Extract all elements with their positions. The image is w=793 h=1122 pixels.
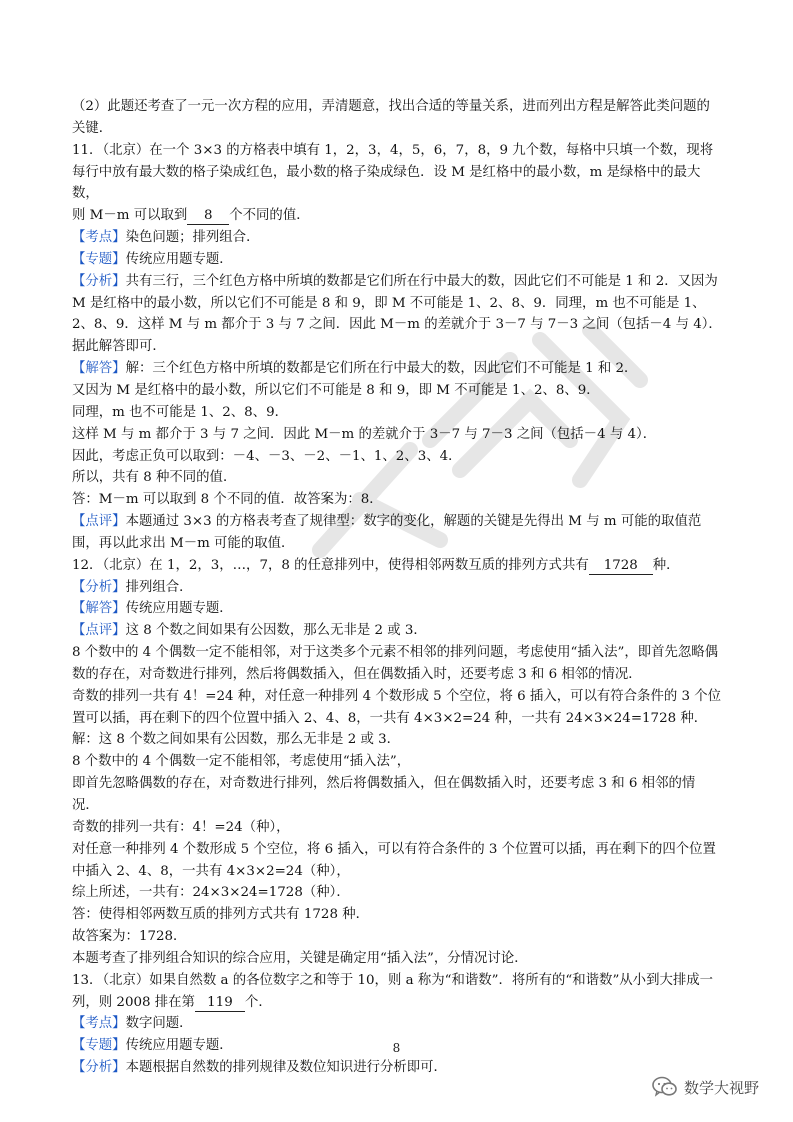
question-12 [72, 555, 722, 577]
text-line: （2）此题还考查了一元一次方程的应用，弄清题意，找出合适的等量关系，进而列出方程是解答此类问题的关键． [72, 99, 710, 136]
fenxi-line [72, 620, 722, 642]
text-fragment: 种． [652, 557, 680, 573]
fenxi-tag: 【分析】 [72, 273, 126, 289]
text-fragment: 则 M－m 可以取到 [72, 208, 188, 224]
fenxi-tag: 【分析】 [72, 1060, 126, 1076]
dianping-text: 本题通过 3×3 的方格表考查了规律型：数字的变化，解题的关键是先得出 M 与 m 可能的取值范围，再以此求出 M－m 可能的取值． [72, 514, 702, 551]
text-line: 8 个数中的 4 个偶数一定不能相邻，考虑使用“插入法”， [72, 754, 411, 770]
text-line: 所以，共有 8 种不同的值． [72, 470, 237, 486]
text-line: 8 个数中的 4 个偶数一定不能相邻，对于这类多个元素不相邻的排列问题，考虑使用“插入法”，即首先忽略偶数的存在，对奇数进行排列，然后将偶数插入，但在偶数插入时，还要考虑 3 和 6 相邻的情况． [72, 645, 719, 682]
jieda-line [72, 358, 722, 380]
zhuanti-line [72, 249, 722, 271]
text-line: 奇数的排列一共有：4！=24（种）， [72, 819, 290, 835]
text-line: 答：使得相邻两数互质的排列方式共有 1728 种． [72, 907, 370, 923]
text-line: 这样 M 与 m 都介于 3 与 7 之间．因此 M－m 的差就介于 3－7 与 7－3 之间（包括－4 与 4）． [72, 426, 657, 442]
kaodian-tag: 【考点】 [72, 230, 126, 246]
zhuanti-tag: 【解答】 [72, 601, 126, 617]
kaodian-line [72, 227, 722, 249]
text-line: 对任意一种排列 4 个数形成 5 个空位，将 6 插入，可以有符合条件的 3 个位置可以插，再在剩下的四个位置中插入 2、4、8，一共有 4×3×2=24（种）， [72, 841, 716, 879]
document-body [72, 96, 722, 1079]
zhuanti-tag: 【专题】 [72, 1038, 126, 1054]
question-11: 11．（北京）在一个 3×3 的方格表中填有 1，2，3，4，5，6，7，8，9 九个数，每格中只填一个数，现将每行中放有最大数的格子染成红色，最小数的格子染成绿色．设 M 是红格中的最小数，m 是绿格中的最大数， [72, 142, 714, 202]
jieda-tag: 【解答】 [72, 361, 126, 377]
question-13 [72, 970, 722, 1014]
jieda-text: 解：三个红色方格中所填的数都是它们所在行中最大的数，因此它们不可能是 1 和 2． [125, 361, 638, 377]
kaodian-text: 染色问题；排列组合． [125, 230, 260, 246]
zhuanti-text: 传统应用题专题． [125, 601, 233, 617]
answer-blank: 8 [187, 207, 229, 225]
zhuanti-line [72, 598, 722, 620]
kaodian-text: 排列组合． [125, 579, 193, 595]
jieda-text: 解：这 8 个数之间如果有公因数，那么无非是 2 或 3． [72, 732, 401, 748]
text-fragment: 13．（北京）如果自然数 a 的各位数字之和等于 10，则 a 称为“和谐数”．将所有的“和谐数”从小到大排成一列，则 2008 排在第 [72, 972, 714, 1010]
text-line: 答：M－m 可以取到 8 个不同的值．故答案为：8． [72, 492, 383, 508]
kaodian-line [72, 1013, 722, 1035]
kaodian-tag: 【分析】 [72, 579, 126, 595]
zhuanti-tag: 【专题】 [72, 251, 126, 267]
text-fragment: 个不同的值． [229, 208, 310, 224]
text-line: 综上所述，一共有：24×3×24=1728（种）． [72, 885, 350, 901]
fenxi-tag: 【点评】 [72, 623, 126, 639]
fenxi-paragraph [72, 271, 722, 358]
dianping-tag: 【点评】 [72, 514, 126, 530]
kaodian-text: 数字问题． [125, 1016, 193, 1032]
zhuanti-text: 传统应用题专题． [125, 1038, 233, 1054]
text-line: 又因为 M 是红格中的最小数，所以它们不可能是 8 和 9，即 M 不可能是 1、2、8、9． [72, 382, 600, 398]
fenxi-text: 共有三行，三个红色方格中所填的数都是它们所在行中最大的数，因此它们不可能是 1 和 2．又因为 M 是红格中的最小数，所以它们不可能是 8 和 9，即 M 不可能是 1、2、8、9．同理，m 也不可能是 1、2、8、9．这样 M 与 m 都介于 3 与 7 之间．因此 M－m 的差就介于 3－7 与 7－3 之间（包括－4 与 4）．据此解答即可． [72, 273, 722, 355]
question-11-answer-line [72, 205, 722, 227]
zhuanti-text: 传统应用题专题． [125, 251, 233, 267]
kaodian-line [72, 577, 722, 599]
text-line: 奇数的排列一共有 4！=24 种，对任意一种排列 4 个数形成 5 个空位，将 6 插入，可以有符合条件的 3 个位置可以插，再在剩下的四个位置中插入 2、4、8，一共有 4×3×2=24 种，一共有 24×3×24=1728 种． [72, 688, 722, 726]
answer-blank: 1728 [589, 557, 653, 575]
answer-blank: 119 [195, 994, 245, 1012]
text-line: 因此，考虑正负可以取到：－4、－3、－2、－1、1、2、3、4． [72, 448, 462, 464]
fenxi-line [72, 1057, 722, 1079]
text-fragment: 个． [244, 994, 272, 1010]
jieda-line [72, 729, 722, 751]
page-number: 8 [392, 1041, 401, 1055]
brand-name: 数学大视野 [684, 1078, 760, 1097]
text-line: 故答案为：1728． [72, 929, 187, 945]
fenxi-text: 本题根据自然数的排列规律及数位知识进行分析即可． [125, 1060, 447, 1076]
dianping-text: 本题考查了排列组合知识的综合应用，关键是确定用“插入法”，分情况讨论． [72, 950, 528, 966]
brand-watermark [652, 1074, 759, 1100]
wechat-icon [652, 1076, 678, 1098]
text-line: 同理，m 也不可能是 1、2、8、9． [72, 404, 288, 420]
text-fragment: 12．（北京）在 1，2，3，…，7，8 的任意排列中，使得相邻两数互质的排列方式共有 [72, 557, 589, 573]
kaodian-tag: 【考点】 [72, 1016, 126, 1032]
dianping-paragraph [72, 511, 722, 555]
text-line: 即首先忽略偶数的存在，对奇数进行排列，然后将偶数插入，但在偶数插入时，还要考虑 3 和 6 相邻的情况． [72, 776, 696, 813]
dianping-line [72, 948, 722, 970]
fenxi-text: 这 8 个数之间如果有公因数，那么无非是 2 或 3． [125, 623, 427, 639]
